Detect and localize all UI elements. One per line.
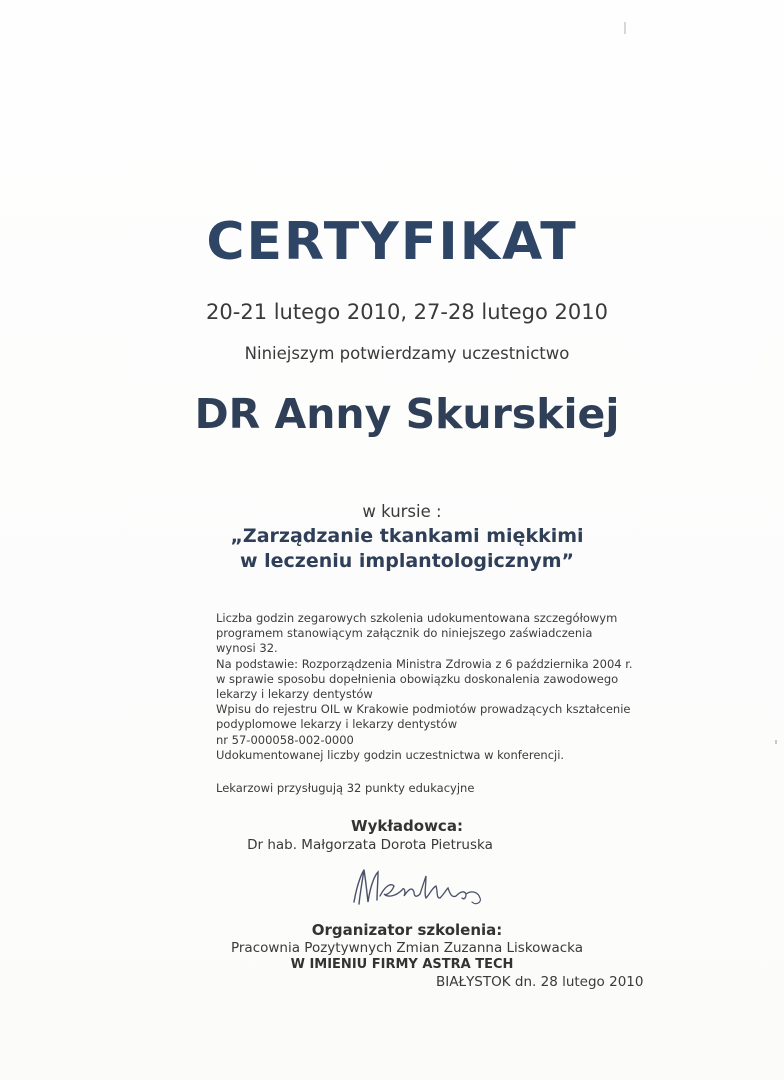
recipient-name: DR Anny Skurskiej xyxy=(194,390,620,438)
details-line: programem stanowiącym załącznik do niniejszego zaświadczenia xyxy=(216,626,593,641)
education-points: Lekarzowi przysługują 32 punkty edukacyjne xyxy=(216,781,475,795)
course-intro: w kursie : xyxy=(362,502,442,521)
details-line: Udokumentowanej liczby godzin uczestnictwa w konferencji. xyxy=(216,747,565,762)
details-line: Wpisu do rejestru OIL w Krakowie podmiotów prowadzących kształcenie xyxy=(216,702,631,717)
scan-artifact xyxy=(775,740,777,744)
organizer-name: Pracownia Pozytywnych Zmian Zuzanna Liskowacka xyxy=(230,940,584,956)
place-date: BIAŁYSTOK dn. 28 lutego 2010 xyxy=(436,974,644,990)
scan-artifact xyxy=(624,22,626,34)
signature-stroke xyxy=(466,892,480,904)
organizer-company: W IMIENIU FIRMY ASTRA TECH xyxy=(290,957,514,972)
details-line: podyplomowe lekarzy i lekarzy dentystów xyxy=(216,717,458,732)
course-title xyxy=(0,524,784,574)
details-line: nr 57-000058-002-0000 xyxy=(216,732,354,747)
certificate-title: CERTYFIKAT xyxy=(206,212,578,272)
signature-stroke xyxy=(354,870,378,904)
confirmation-text: Niniejszym potwierdzamy uczestnictwo xyxy=(244,344,570,363)
details-line: lekarzy i lekarzy dentystów xyxy=(216,686,373,701)
signature-stroke xyxy=(380,876,466,899)
details-line: wynosi 32. xyxy=(216,641,278,656)
certificate-details xyxy=(216,611,716,763)
course-title-line: w leczeniu implantologicznym” xyxy=(239,550,575,572)
details-line: w sprawie sposobu dopełnienia obowiązku doskonalenia zawodowego xyxy=(216,671,619,686)
organizer-label: Organizator szkolenia: xyxy=(311,921,503,939)
lecturer-name: Dr hab. Małgorzata Dorota Pietruska xyxy=(247,837,493,853)
details-line: Na podstawie: Rozporządzenia Ministra Zdrowia z 6 października 2004 r. xyxy=(216,656,633,671)
lecturer-label: Wykładowca: xyxy=(351,817,463,835)
course-title-line: „Zarządzanie tkankami miękkimi xyxy=(230,525,584,547)
details-line: Liczba godzin zegarowych szkolenia udokumentowana szczegółowym xyxy=(216,611,618,625)
signature xyxy=(340,852,500,912)
course-dates: 20-21 lutego 2010, 27-28 lutego 2010 xyxy=(206,300,608,324)
